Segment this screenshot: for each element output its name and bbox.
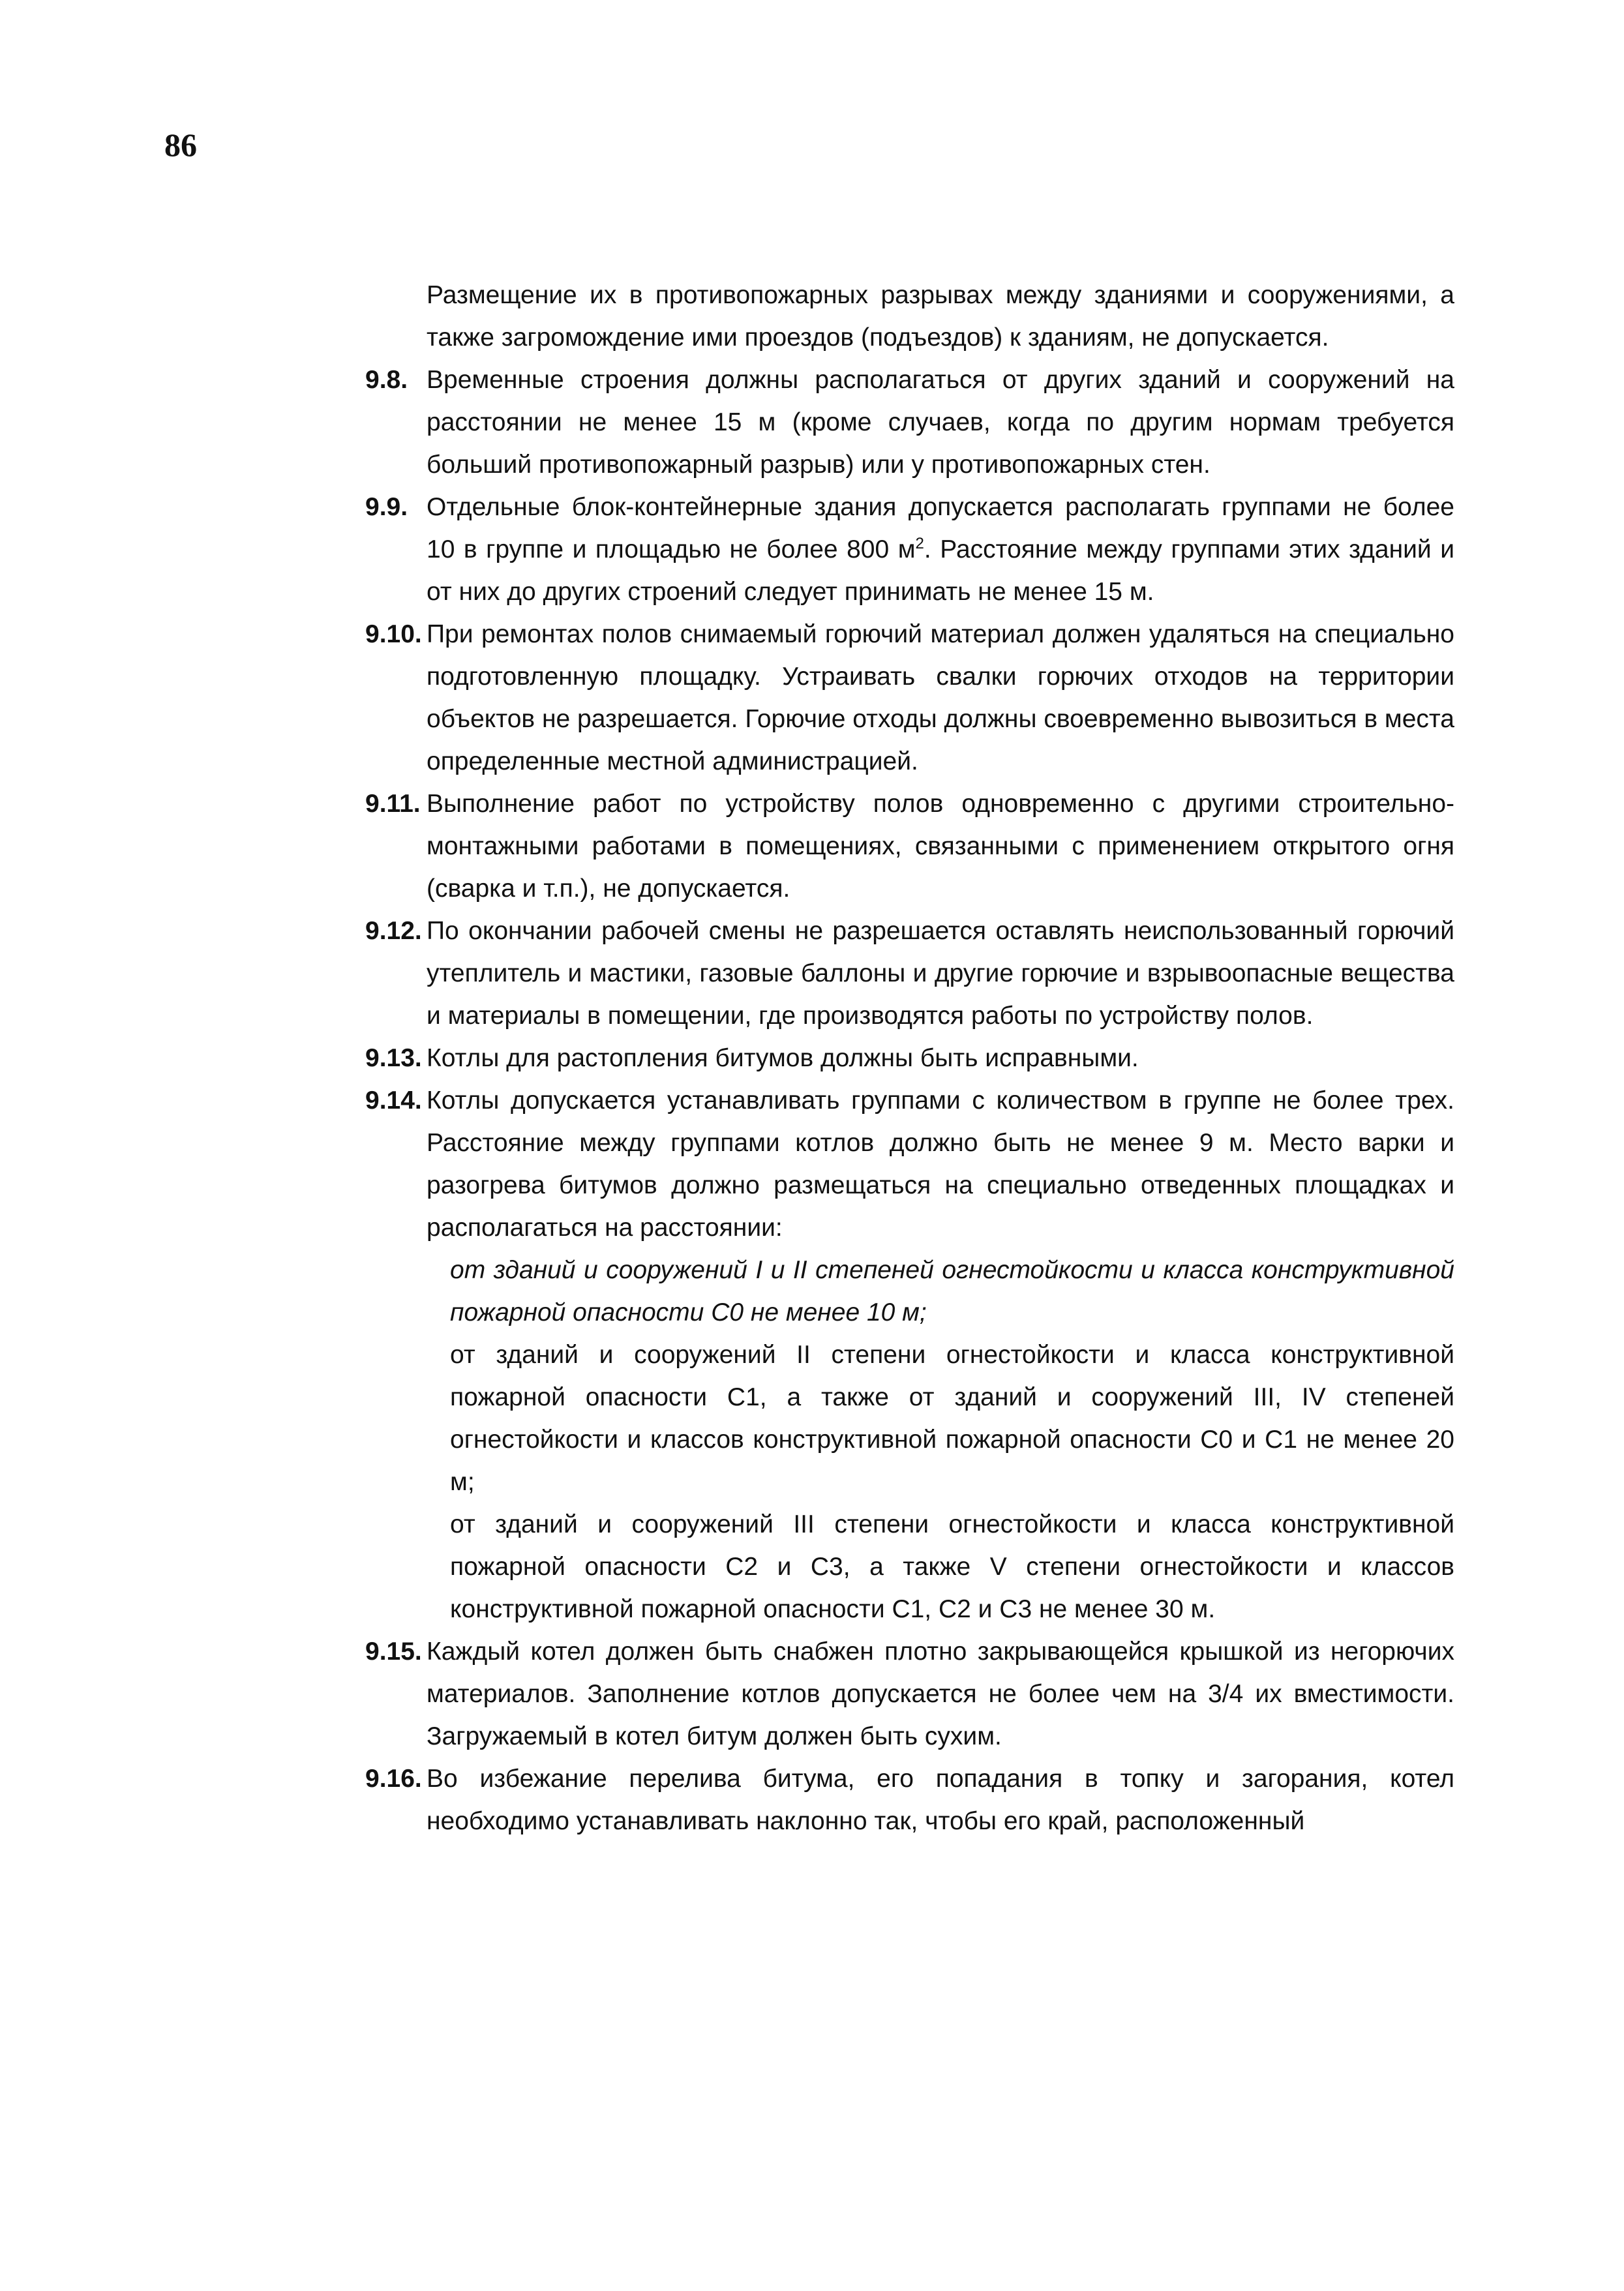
clause-number: 9.13. bbox=[365, 1044, 422, 1072]
clause-text: Во избежание перелива битума, его попадания в топку и загорания, котел необходимо устанавливать наклонно так, чтобы его край, расположенный bbox=[427, 1765, 1454, 1835]
clause-9-16 bbox=[365, 1758, 1454, 1842]
clause-text: Котлы допускается устанавливать группами с количеством в группе не более трех. Расстояние между группами котлов должно быть не менее 9 м. Место варки и разогрева битумов должно размещаться на специально отведенных площадках и располагаться на расстоянии: bbox=[427, 1086, 1454, 1242]
distance-condition-2: от зданий и сооружений II степени огнестойкости и класса конструктивной пожарной опасности С1, а также от зданий и сооружений III, IV степеней огнестойкости и классов конструктивной пожарной опасности С0 и С1 не менее 20 м; bbox=[450, 1341, 1454, 1496]
clause-9-9 bbox=[365, 486, 1455, 613]
clause-number: 9.8. bbox=[365, 366, 408, 394]
clause-text-part: . Расстояние между группами этих зданий и от них до других строений следует принимать не менее 15 м. bbox=[427, 535, 1455, 606]
clause-text bbox=[427, 486, 1454, 613]
distance-condition-3: от зданий и сооружений III степени огнестойкости и класса конструктивной пожарной опасности С2 и С3, а также V степени огнестойкости и классов конструктивной пожарной опасности С1, С2 и С3 не менее 30 м. bbox=[450, 1510, 1454, 1623]
clause-text: Каждый котел должен быть снабжен плотно закрывающейся крышкой из негорючих материалов. Заполнение котлов допускается не более чем на 3/4 их вместимости. Загружаемый в котел битум должен быть сухим. bbox=[427, 1638, 1454, 1750]
clause-number: 9.11. bbox=[365, 790, 421, 818]
clause-9-15 bbox=[365, 1630, 1454, 1758]
clause-text: Выполнение работ по устройству полов одновременно с другими строительно-монтажными работами в помещениях, связанными с применением открытого огня (сварка и т.п.), не допускается. bbox=[427, 790, 1454, 903]
clause-number: 9.16. bbox=[365, 1765, 422, 1793]
clause-9-10 bbox=[365, 613, 1454, 783]
clause-number: 9.14. bbox=[365, 1086, 422, 1115]
clause-text: Временные строения должны располагаться от других зданий и сооружений на расстоянии не менее 15 м (кроме случаев, когда по другим нормам требуется больший противопожарный разрыв) или у противопожарных стен. bbox=[427, 366, 1454, 479]
clause-9-12 bbox=[365, 910, 1454, 1037]
intro-paragraph: Размещение их в противопожарных разрывах между зданиями и сооружениями, а также загромождение ими проездов (подъездов) к зданиям, не допускается. bbox=[427, 281, 1454, 352]
clause-text: По окончании рабочей смены не разрешается оставлять неиспользованный горючий утеплитель и мастики, газовые баллоны и другие горючие и взрывоопасные вещества и материалы в помещении, где производятся работы по устройству полов. bbox=[427, 917, 1454, 1030]
clause-9-13 bbox=[365, 1037, 1454, 1079]
clause-number: 9.10. bbox=[365, 620, 422, 648]
clause-number: 9.12. bbox=[365, 917, 422, 945]
superscript: 2 bbox=[915, 535, 924, 552]
clause-9-11 bbox=[365, 783, 1454, 910]
document-body bbox=[365, 274, 1455, 1842]
page-number: 86 bbox=[164, 127, 197, 163]
distance-condition-1: от зданий и сооружений I и II степеней огнестойкости и класса конструктивной пожарной опасности С0 не менее 10 м; bbox=[450, 1256, 1454, 1326]
clause-text-part: Отдельные блок-контейнерные здания допускается располагать группами не более 10 в группе и площадью не более 800 м bbox=[427, 493, 1454, 563]
clause-text: При ремонтах полов снимаемый горючий материал должен удаляться на специально подготовленную площадку. Устраивать свалки горючих отходов на территории объектов не разрешается. Горючие отходы должны своевременно вывозиться в места определенные местной администрацией. bbox=[427, 620, 1454, 775]
clause-body bbox=[427, 1079, 1454, 1630]
clause-text: Котлы для растопления битумов должны быть исправными. bbox=[427, 1044, 1139, 1072]
clause-9-8 bbox=[365, 359, 1454, 486]
clause-number: 9.9. bbox=[365, 493, 408, 521]
clause-9-14 bbox=[365, 1079, 1454, 1630]
clause-number: 9.15. bbox=[365, 1638, 422, 1666]
